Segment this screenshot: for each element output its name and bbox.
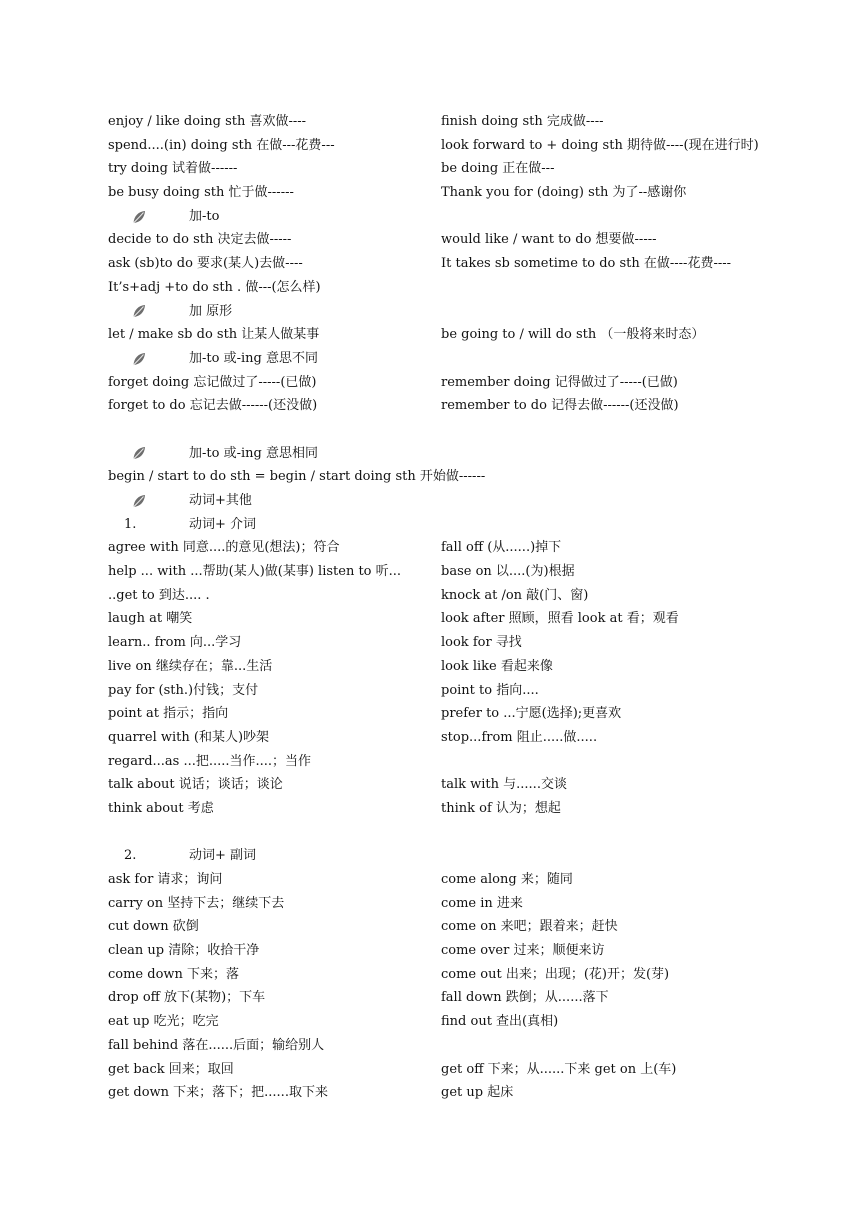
phrase-left: point at 指示；指向 [108, 706, 229, 722]
phrase-right: come on 来吧；跟着来；赶快 [441, 919, 618, 935]
section-heading [108, 844, 808, 868]
phrase-right: look after 照顾，照看 look at 看；观看 [441, 611, 679, 627]
phrase-row [108, 939, 808, 963]
section-title: 动词+ 副词 [189, 848, 257, 864]
bullet-cell [108, 445, 189, 461]
phrase-row [108, 371, 808, 395]
phrase-left: forget to do 忘记去做------(还没做) [108, 398, 318, 414]
phrase-row [108, 868, 808, 892]
phrase-row [108, 915, 808, 939]
phrase-right: would like / want to do 想要做----- [441, 232, 657, 248]
phrase-right: come along 来；随同 [441, 872, 573, 887]
phrase-right: remember to do 记得去做------(还没做) [441, 398, 679, 414]
phrase-row [108, 110, 808, 134]
leaf-bullet-icon [131, 351, 147, 367]
section-heading [108, 513, 808, 537]
phrase-row [108, 607, 808, 631]
phrase-row [108, 157, 808, 181]
phrase-row [108, 134, 808, 158]
phrase-left: quarrel with (和某人)吵架 [108, 729, 270, 745]
phrase-right: be going to / will do sth （一般将来时态） [441, 327, 705, 343]
phrase-row [108, 750, 808, 774]
bullet-cell [108, 493, 189, 509]
phrase-row [108, 726, 808, 750]
phrase-left: drop off 放下(某物)；下车 [108, 990, 266, 1006]
section-title: 加 原形 [189, 303, 233, 319]
phrase-text: It’s+adj +to do sth . 做---(怎么样) [108, 279, 321, 295]
phrase-left: laugh at 嘲笑 [108, 611, 193, 627]
phrase-right: come in 进来 [441, 895, 523, 911]
section-title: 加-to [189, 208, 220, 224]
phrase-right: get off 下来；从......下来 get on 上(车) [441, 1061, 677, 1077]
phrase-right: fall down 跌倒；从......落下 [441, 990, 609, 1006]
phrase-right: point to 指向.... [441, 682, 539, 698]
leaf-bullet-icon [131, 303, 147, 319]
phrase-right: find out 查出(真相) [441, 1014, 559, 1030]
phrase-row [108, 323, 808, 347]
phrase-left: clean up 清除；收拾干净 [108, 943, 260, 959]
phrase-right: come over 过来；顺便来访 [441, 943, 605, 959]
phrase-right: look like 看起来像 [441, 658, 553, 674]
phrase-left: get down 下来；落下；把......取下来 [108, 1085, 328, 1101]
leaf-bullet-icon [131, 493, 147, 509]
phrase-row [108, 1081, 808, 1105]
phrase-right: Thank you for (doing) sth 为了--感谢你 [441, 185, 687, 201]
phrase-right: fall off (从......)掉下 [441, 540, 562, 556]
section-heading [108, 489, 808, 513]
phrase-row [108, 773, 808, 797]
phrase-left: ask (sb)to do 要求(某人)去做---- [108, 256, 303, 272]
phrase-row [108, 252, 808, 276]
leaf-bullet-icon [131, 445, 147, 461]
phrase-right: talk with 与......交谈 [441, 777, 567, 793]
phrase-left: spend....(in) doing sth 在做---花费--- [108, 137, 335, 153]
phrase-row [108, 1010, 808, 1034]
phrase-left: come down 下来；落 [108, 966, 240, 982]
phrase-left: try doing 试着做------ [108, 161, 238, 177]
phrase-left: enjoy / like doing sth 喜欢做---- [108, 114, 307, 129]
section-number: 2. [124, 848, 137, 864]
phrase-left: ..get to 到达.... . [108, 587, 210, 603]
phrase-right: It takes sb sometime to do sth 在做----花费---- [441, 256, 732, 272]
section-heading [108, 347, 808, 371]
bullet-cell [108, 209, 189, 225]
section-heading [108, 205, 808, 229]
phrase-left: agree with 同意....的意见(想法)；符合 [108, 540, 340, 556]
phrase-left: cut down 砍倒 [108, 919, 199, 935]
phrase-row [108, 584, 808, 608]
phrase-row [108, 536, 808, 560]
phrase-row [108, 679, 808, 703]
phrase-line [108, 465, 808, 489]
phrase-right: prefer to ...宁愿(选择);更喜欢 [441, 706, 622, 722]
phrase-right [441, 1034, 808, 1058]
phrase-left: be busy doing sth 忙于做------ [108, 185, 294, 201]
phrase-right: knock at /on 敲(门、窗) [441, 587, 589, 603]
phrase-list [108, 110, 808, 1105]
phrase-row [108, 1034, 808, 1058]
phrase-row [108, 631, 808, 655]
phrase-left: help ... with ...帮助(某人)做(某事) listen to 听... [108, 564, 402, 580]
phrase-left: eat up 吃光；吃完 [108, 1014, 219, 1030]
spacer [108, 821, 808, 845]
phrase-row [108, 655, 808, 679]
phrase-right: base on 以....(为)根据 [441, 564, 575, 580]
section-number: 1. [124, 516, 137, 532]
phrase-row [108, 228, 808, 252]
phrase-left: think about 考虑 [108, 800, 214, 816]
section-title: 动词+其他 [189, 493, 252, 508]
phrase-left: live on 继续存在；靠...生活 [108, 658, 273, 674]
phrase-row [108, 963, 808, 987]
phrase-line [108, 276, 808, 300]
phrase-right: look for 寻找 [441, 635, 522, 651]
section-title: 加-to 或-ing 意思相同 [189, 445, 318, 461]
phrase-left: let / make sb do sth 让某人做某事 [108, 327, 320, 343]
bullet-cell [108, 303, 189, 319]
phrase-row [108, 1058, 808, 1082]
phrase-text: begin / start to do sth = begin / start doing sth 开始做------ [108, 469, 486, 485]
phrase-left: get back 回来；取回 [108, 1061, 234, 1077]
phrase-right: think of 认为；想起 [441, 800, 561, 816]
phrase-left: fall behind 落在......后面；输给别人 [108, 1037, 325, 1053]
phrase-right [441, 750, 808, 774]
phrase-right: get up 起床 [441, 1085, 514, 1101]
phrase-left: carry on 坚持下去；继续下去 [108, 895, 285, 911]
phrase-left: ask for 请求；询问 [108, 872, 223, 887]
phrase-row [108, 702, 808, 726]
phrase-right: be doing 正在做--- [441, 161, 555, 177]
phrase-row [108, 797, 808, 821]
phrase-row [108, 892, 808, 916]
section-heading [108, 300, 808, 324]
phrase-left: regard...as ...把.....当作....；当作 [108, 753, 312, 769]
phrase-row [108, 394, 808, 418]
phrase-left: decide to do sth 决定去做----- [108, 232, 292, 248]
phrase-left: forget doing 忘记做过了-----(已做) [108, 374, 317, 390]
phrase-row [108, 986, 808, 1010]
phrase-row [108, 560, 808, 584]
phrase-right: come out 出来；出现；(花)开；发(芽) [441, 966, 670, 982]
section-title: 动词+ 介词 [189, 516, 257, 532]
spacer [108, 418, 808, 442]
phrase-right: remember doing 记得做过了-----(已做) [441, 374, 678, 390]
phrase-left: talk about 说话；谈话；谈论 [108, 777, 283, 793]
leaf-bullet-icon [131, 209, 147, 225]
phrase-left: pay for (sth.)付钱；支付 [108, 682, 259, 698]
section-title: 加-to 或-ing 意思不同 [189, 350, 318, 366]
phrase-left: learn.. from 向...学习 [108, 635, 242, 651]
section-heading [108, 442, 808, 466]
phrase-right: look forward to + doing sth 期待做----(现在进行时) [441, 137, 759, 153]
bullet-cell [108, 351, 189, 367]
phrase-right: stop...from 阻止.....做..... [441, 729, 598, 745]
phrase-row [108, 181, 808, 205]
phrase-right: finish doing sth 完成做---- [441, 114, 604, 129]
